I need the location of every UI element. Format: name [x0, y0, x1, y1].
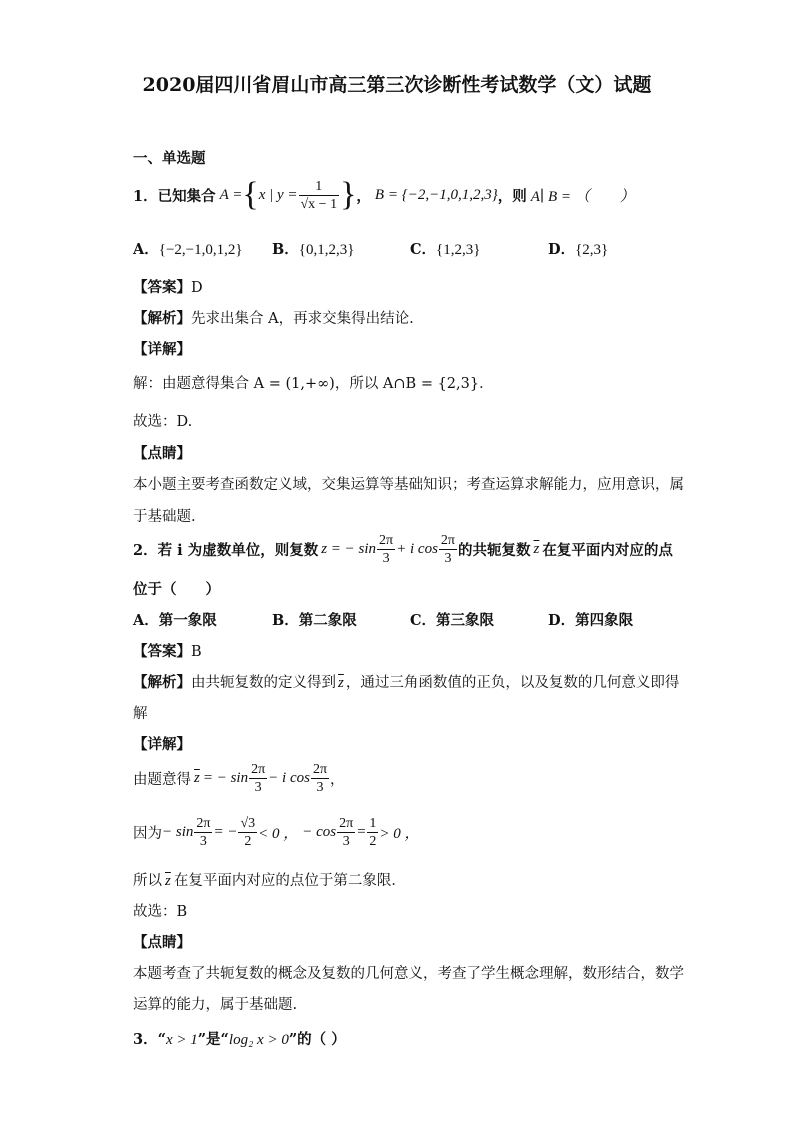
- q2-detail-line-3: 所以 $\overline{z}$ 在复平面内对应的点位于第二象限．: [133, 873, 406, 889]
- math-expr: z = − sin: [321, 540, 377, 557]
- fraction: $\frac{1}{√x - 1}$: [300, 178, 338, 212]
- q2-detail-line-2: 因为 − sin $\frac{2\pi}{3}$ = − $\frac{√3}{2}$ < 0 ， − cos $\frac{2\pi}{3}$ = $\frac{1}{2}$ > 0 ，: [133, 815, 420, 849]
- q2-option-c[interactable]: C．第三象限: [410, 612, 495, 629]
- q2-option-b[interactable]: B．第二象限: [272, 612, 357, 629]
- q2-option-d[interactable]: D．第四象限: [548, 612, 634, 629]
- q1-option-c[interactable]: C．{1,2,3}: [410, 241, 481, 258]
- math-expr: A∣ B = （ ）: [530, 188, 635, 205]
- q2-answer: 【答案】B: [133, 643, 202, 660]
- question-text: 的共轭复数: [458, 541, 531, 559]
- question-3-stem: 3．“x > 1”是“log₂ x > 0”的（ ）: [133, 1031, 346, 1048]
- q1-option-a[interactable]: A．{−2,−1,0,1,2}: [133, 241, 243, 258]
- math-expr: x | y =: [258, 186, 298, 203]
- math-expr: $\overline{z}$: [533, 540, 540, 557]
- q1-comment-tag: 【点睛】: [133, 445, 191, 462]
- question-text: 已知集合: [157, 187, 216, 205]
- question-number: 2．: [133, 541, 158, 559]
- q1-option-d[interactable]: D．{2,3}: [548, 241, 609, 258]
- math-expr: + i cos: [396, 540, 438, 557]
- fraction: $\frac{2\pi}{3}$: [440, 532, 455, 566]
- q2-option-a[interactable]: A．第一象限: [133, 612, 217, 629]
- page-title: 2020届四川省眉山市高三第三次诊断性考试数学（文）试题: [142, 74, 652, 96]
- question-2-stem-cont: 位于（ ）: [133, 581, 220, 598]
- question-2-stem: [133, 527, 673, 571]
- q1-comment-line: 于基础题.: [133, 509, 196, 525]
- q1-detail-line: 故选：D.: [133, 414, 193, 430]
- question-number: 1．: [133, 187, 158, 205]
- q1-analysis: 【解析】先求出集合 A，再求交集得出结论.: [133, 310, 414, 327]
- q2-detail-line-1: 由题意得 $\overline{z}$ = − sin $\frac{2\pi}{3}$ − i cos $\frac{2\pi}{3}$ ，: [133, 761, 345, 795]
- question-1-stem: [133, 172, 635, 218]
- math-expr: A =: [219, 186, 243, 203]
- fraction: $\frac{2\pi}{3}$: [379, 532, 394, 566]
- question-text: ，则: [497, 187, 527, 205]
- section-heading: 一、单选题: [133, 150, 206, 167]
- q2-detail-line-4: 故选：B: [133, 904, 188, 920]
- q1-option-b[interactable]: B．{0,1,2,3}: [272, 241, 355, 258]
- brace-left: {: [242, 176, 259, 213]
- q2-analysis: 【解析】由共轭复数的定义得到 $\overline{z}$ ，通过三角函数值的正负，以及复数的几何意义即得: [133, 674, 680, 691]
- brace-right: }: [340, 176, 357, 213]
- q2-analysis-cont: 解: [133, 706, 148, 722]
- q2-comment-tag: 【点睛】: [133, 934, 191, 951]
- question-text: 若 i 为虚数单位，则复数: [157, 541, 319, 559]
- q2-comment-line: 本题考查了共轭复数的概念及复数的几何意义，考查了学生概念理解，数形结合，数学: [133, 966, 684, 982]
- q1-answer: 【答案】D: [133, 279, 203, 296]
- question-text: 在复平面内对应的点: [542, 541, 673, 559]
- q1-detail-line: 解：由题意得集合 A = (1,+∞)，所以 A∩B = {2,3}．: [133, 376, 494, 392]
- q1-comment-line: 本小题主要考查函数定义域，交集运算等基础知识；考查运算求解能力，应用意识，属: [133, 477, 684, 493]
- q1-detail-tag: 【详解】: [133, 341, 191, 358]
- q2-detail-tag: 【详解】: [133, 736, 191, 753]
- math-expr: B = {−2,−1,0,1,2,3}: [374, 186, 498, 203]
- q2-comment-line: 运算的能力，属于基础题.: [133, 997, 298, 1013]
- punct: ，: [356, 187, 371, 205]
